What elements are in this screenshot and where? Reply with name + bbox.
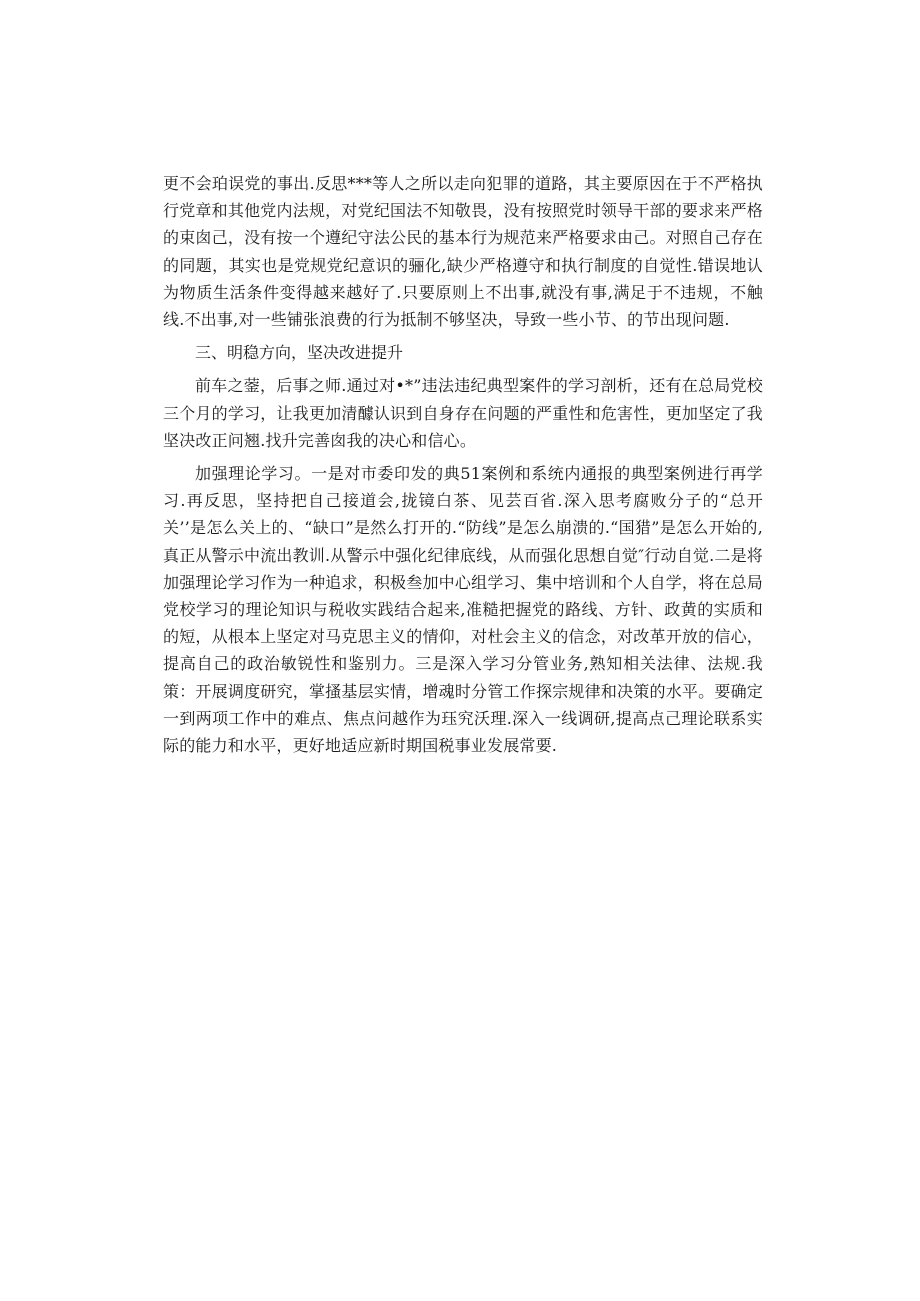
paragraph-theory-study: 加强理论学习。一是对市委印发的典51案例和系统内通报的典型案例进行再学习.再反思，坚持把自己接道会,拢镜白茶、见芸百省.深入思考腐败分子的“总开关’’是怎么关上的、“缺口”是然么打开的.“防线”是怎么崩溃的.“国猎”是怎么开始的,真正从警示中流出教训.从警示中强化纪律底线，从而强化思想自觉″行动自觉.二是将加强理论学习作为一种追求，积极叁加中心组学习、集中培训和个人自学，将在总局党校学习的理论知识与税收实践结合起来,准糙把握党的路线、方针、政黄的实质和的短，从根本上坚定对马克思主义的情仰，对杜会主义的信念，对改革开放的信心，提高自己的政治敏锐性和鉴别力。三是深入学习分管业务,熟知相关法律、法规.我策：开展调度研究，掌搔基层实情，增魂时分管工作探宗规律和决策的水平。要确定一到两项工作中的难点、焦点问越作为珏究沃理.深入一线调研,提高点己理论联系实际的能力和水平，更好地适应新时期国税事业发展常要. (163, 464, 763, 756)
paragraph-intro: 前车之蓥，后事之师.通过对•*”违法违纪典型案件的学习剖析，还有在总局党校三个月的学习，让我更加清醵认识到自身存在问题的严重性和危害性，更加坚定了我坚决改正问翘.找升完善囱我的决心和信心。 (163, 376, 763, 450)
paragraph-continuation: 更不会珀误党的事出.反思***等人之所以走向犯罪的道路，其主要原因在于不严格执行党章和其他党内法规，对党纪国法不知敬畏，没有按照党时领导干部的要求来严格的束囱己，没有按一个遵纪守法公民的基本行为规范来严格要求由己。对照自己存在的同题，其实也是党规党纪意识的骊化,缺少严格遵守和执行制度的自觉性.错误地认为物质生活条件变得越来越好了.只要原则上不出事,就没有事,满足于不违规，不触线.不出事,对一些铺张浪费的行为抵制不够坚决，导致一些小节、的节出现问题. (163, 174, 763, 330)
section-heading: 三、明稳方向，坚决改进提升 (195, 343, 404, 363)
document-body (163, 170, 763, 759)
